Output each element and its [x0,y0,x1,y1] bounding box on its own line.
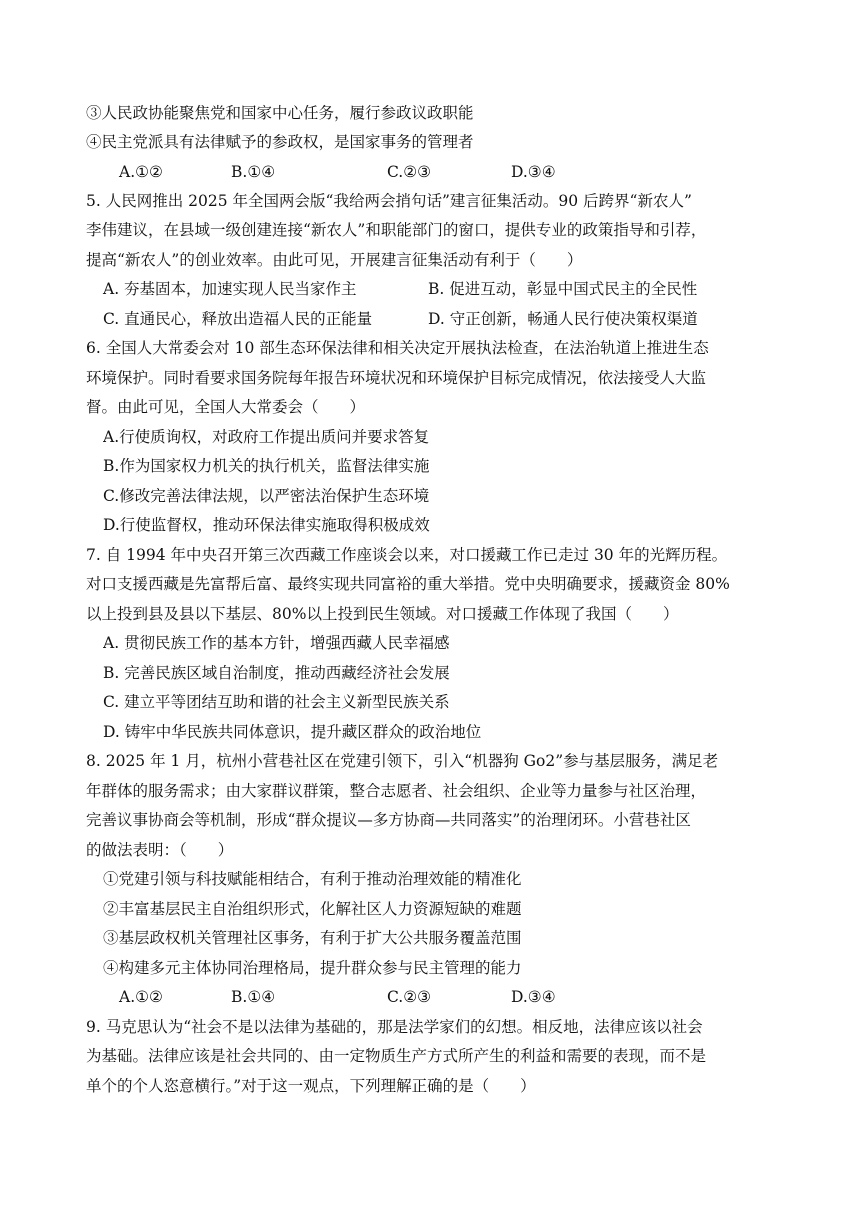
q8-item-2: ②丰富基层民主自治组织形式，化解社区人力资源短缺的难题 [103,900,522,918]
q6-option-c: C.修改完善法律法规，以严密法治保护生态环境 [103,487,430,505]
q8-item-3: ③基层政权机关管理社区事务，有利于扩大公共服务覆盖范围 [103,929,522,947]
q7-option-b: B. 完善民族区域自治制度，推动西藏经济社会发展 [103,664,450,682]
q8-option-d: D.③④ [511,988,556,1006]
q4-option-c: C.②③ [387,163,432,181]
q5-option-b: B. 促进互动，彰显中国式民主的全民性 [428,280,698,298]
q7-option-d: D. 铸牢中华民族共同体意识，提升藏区群众的政治地位 [103,723,482,741]
q5-options-row-1 [103,274,783,304]
q7-stem-line-2: 对口支援西藏是先富帮后富、最终实现共同富裕的重大举措。党中央明确要求，援藏资金 80% [86,575,730,593]
q7-stem-line-3: 以上投到县及县以下基层、80%以上投到民生领域。对口援藏工作体现了我国（ ） [86,605,679,623]
q8-option-b: B.①④ [231,988,276,1006]
q5-option-c: C. 直通民心，释放出造福人民的正能量 [103,310,373,328]
q8-stem-line-2: 年群体的服务需求；由大家群议群策，整合志愿者、社会组织、企业等力量参与社区治理， [86,782,707,800]
q6-option-d: D.行使监督权，推动环保法律实施取得积极成效 [103,516,430,534]
q7-stem-line-1: 7. 自 1994 年中央召开第三次西藏工作座谈会以来，对口援藏工作已走过 30 年的光辉历程。 [86,546,728,564]
q5-stem-line-2: 李伟建议，在县域一级创建连接“新农人”和职能部门的窗口，提供专业的政策指导和引荐， [86,221,707,239]
q8-options [119,982,759,1012]
q4-options [119,157,759,187]
q5-stem-line-1: 5. 人民网推出 2025 年全国两会版“我给两会捎句话”建言征集活动。90 后跨界“新农人” [86,192,692,210]
q5-stem-line-3: 提高“新农人”的创业效率。由此可见，开展建言征集活动有利于（ ） [86,251,583,269]
q9-stem-line-2: 为基础。法律应该是社会共同的、由一定物质生产方式所产生的利益和需要的表现，而不是 [86,1047,707,1065]
q8-option-c: C.②③ [387,988,432,1006]
q6-stem-line-2: 环境保护。同时看要求国务院每年报告环境状况和环境保护目标完成情况，依法接受人大监 [86,369,707,387]
q6-option-b: B.作为国家权力机关的执行机关，监督法律实施 [103,457,430,475]
q5-option-a: A. 夯基固本，加速实现人民当家作主 [103,280,357,298]
q8-option-a: A.①② [119,988,163,1006]
q9-stem-line-3: 单个的个人恣意横行。”对于这一观点，下列理解正确的是（ ） [86,1077,536,1095]
q8-item-4: ④构建多元主体协同治理格局，提升群众参与民主管理的能力 [103,959,522,977]
q8-stem-line-1: 8. 2025 年 1 月，杭州小营巷社区在党建引领下，引入“机器狗 Go2”参与基层服务，满足老 [86,752,719,770]
q6-option-a: A.行使质询权，对政府工作提出质问并要求答复 [103,428,430,446]
q9-stem-line-1: 9. 马克思认为“社会不是以法律为基础的，那是法学家们的幻想。相反地，法律应该以社会 [86,1018,703,1036]
q7-option-a: A. 贯彻民族工作的基本方针，增强西藏人民幸福感 [103,634,450,652]
q6-stem-line-1: 6. 全国人大常委会对 10 部生态环保法律和相关决定开展执法检查，在法治轨道上推进生态 [86,339,709,357]
q8-stem-line-3: 完善议事协商会等机制，形成“群众提议—多方协商—共同落实”的治理闭环。小营巷社区 [86,811,691,829]
q4-item-3: ③人民政协能聚焦党和国家中心任务，履行参政议政职能 [86,104,474,122]
q8-stem-line-4: 的做法表明：（ ） [86,841,234,859]
q8-item-1: ①党建引领与科技赋能相结合，有利于推动治理效能的精准化 [103,870,522,888]
q5-options-row-2 [103,304,783,334]
q4-option-b: B.①④ [231,163,276,181]
q6-stem-line-3: 督。由此可见，全国人大常委会（ ） [86,398,366,416]
q4-option-a: A.①② [119,163,163,181]
q4-item-4: ④民主党派具有法律赋予的参政权，是国家事务的管理者 [86,133,474,151]
q7-option-c: C. 建立平等团结互助和谐的社会主义新型民族关系 [103,693,450,711]
q5-option-d: D. 守正创新，畅通人民行使决策权渠道 [428,310,698,328]
q4-option-d: D.③④ [511,163,556,181]
